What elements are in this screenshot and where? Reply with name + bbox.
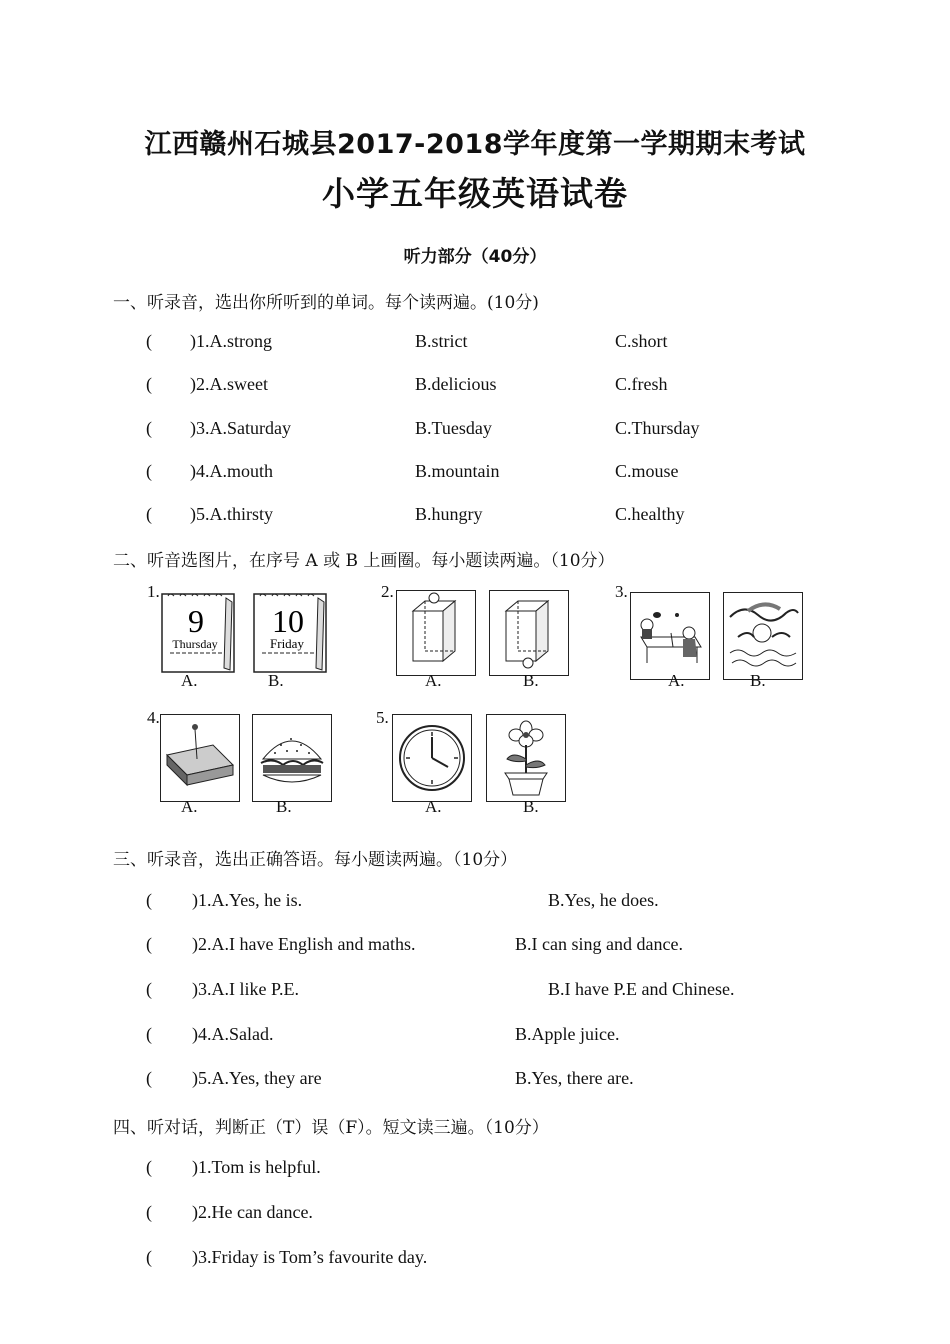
option-b: B.Tuesday xyxy=(415,418,492,438)
option-b-label: B. xyxy=(750,671,766,690)
ball-on-box-picture[interactable] xyxy=(396,590,476,676)
exam-title: 江西赣州石城县2017-2018学年度第一学期期末考试 xyxy=(144,129,806,160)
answer-paren[interactable]: ( xyxy=(146,1247,152,1267)
option-b: B.Yes, he does. xyxy=(548,890,659,910)
answer-paren[interactable]: ( xyxy=(146,1068,152,1088)
part-heading: 听力部分（40分） xyxy=(403,247,547,267)
question-number: 5. xyxy=(376,708,389,727)
calendar-day: Friday xyxy=(270,636,304,651)
option-c: C.short xyxy=(615,331,668,351)
section1-heading: 一、听录音，选出你所听到的单词。每个读两遍。(10分) xyxy=(113,293,539,313)
option-a: )5.A.Yes, they are xyxy=(192,1068,322,1088)
flower-pot-picture[interactable] xyxy=(486,714,566,802)
option-b-label: B. xyxy=(268,671,284,690)
option-a-label: A. xyxy=(181,671,198,690)
option-a-label: A. xyxy=(181,797,198,816)
option-c: C.Thursday xyxy=(615,418,700,438)
option-a: )4.A.mouth xyxy=(190,461,273,481)
exam-subtitle: 小学五年级英语试卷 xyxy=(322,174,628,213)
question-number: 4. xyxy=(147,708,160,727)
question-number: 3. xyxy=(615,582,628,601)
answer-paren[interactable]: ( xyxy=(146,890,152,910)
option-a: )2.A.sweet xyxy=(190,374,268,394)
statement: )2.He can dance. xyxy=(192,1202,313,1222)
option-a: )3.A.I like P.E. xyxy=(192,979,299,999)
answer-paren[interactable]: ( xyxy=(146,331,152,351)
option-b: B.hungry xyxy=(415,504,483,524)
option-b: B.Apple juice. xyxy=(515,1024,620,1044)
option-a-label: A. xyxy=(425,797,442,816)
option-b-label: B. xyxy=(276,797,292,816)
calendar-thursday-picture[interactable] xyxy=(160,590,238,674)
option-a: )1.A.Yes, he is. xyxy=(192,890,303,910)
calendar-friday-picture[interactable] xyxy=(252,590,330,674)
option-a: )5.A.thirsty xyxy=(190,504,273,524)
option-b: B.strict xyxy=(415,331,468,351)
answer-paren[interactable]: ( xyxy=(146,504,152,524)
answer-paren[interactable]: ( xyxy=(146,979,152,999)
swimming-picture[interactable] xyxy=(723,592,803,680)
option-b-label: B. xyxy=(523,797,539,816)
calendar-number: 9 xyxy=(188,603,204,639)
ball-under-box-picture[interactable] xyxy=(489,590,569,676)
option-c: C.healthy xyxy=(615,504,685,524)
statement: )1.Tom is helpful. xyxy=(192,1157,321,1177)
question-number: 1. xyxy=(147,582,160,601)
option-a-label: A. xyxy=(668,671,685,690)
option-b: B.mountain xyxy=(415,461,500,481)
clock-picture[interactable] xyxy=(392,714,472,802)
hamburger-picture[interactable] xyxy=(252,714,332,802)
option-c: C.fresh xyxy=(615,374,668,394)
option-b-label: B. xyxy=(523,671,539,690)
option-c: C.mouse xyxy=(615,461,679,481)
answer-paren[interactable]: ( xyxy=(146,1157,152,1177)
option-a-label: A. xyxy=(425,671,442,690)
option-b: B.delicious xyxy=(415,374,497,394)
calendar-day: Thursday xyxy=(172,637,218,651)
answer-paren[interactable]: ( xyxy=(146,418,152,438)
option-a: )4.A.Salad. xyxy=(192,1024,274,1044)
answer-paren[interactable]: ( xyxy=(146,1024,152,1044)
section4-heading: 四、听对话，判断正（T）误（F）。短文读三遍。（10分） xyxy=(113,1118,549,1138)
option-a: )1.A.strong xyxy=(190,331,272,351)
answer-paren[interactable]: ( xyxy=(146,934,152,954)
option-b: B.I have P.E and Chinese. xyxy=(548,979,735,999)
option-a: )3.A.Saturday xyxy=(190,418,291,438)
ping-pong-picture[interactable] xyxy=(630,592,710,680)
option-a: )2.A.I have English and maths. xyxy=(192,934,416,954)
sandwich-picture[interactable] xyxy=(160,714,240,802)
answer-paren[interactable]: ( xyxy=(146,374,152,394)
answer-paren[interactable]: ( xyxy=(146,1202,152,1222)
statement: )3.Friday is Tom’s favourite day. xyxy=(192,1247,428,1267)
calendar-number: 10 xyxy=(272,603,304,639)
section3-heading: 三、听录音，选出正确答语。每小题读两遍。（10分） xyxy=(113,850,518,870)
option-b: B.I can sing and dance. xyxy=(515,934,683,954)
section2-heading: 二、听音选图片，在序号 A 或 B 上画圈。每小题读两遍。（10分） xyxy=(113,551,615,571)
question-number: 2. xyxy=(381,582,394,601)
answer-paren[interactable]: ( xyxy=(146,461,152,481)
option-b: B.Yes, there are. xyxy=(515,1068,634,1088)
